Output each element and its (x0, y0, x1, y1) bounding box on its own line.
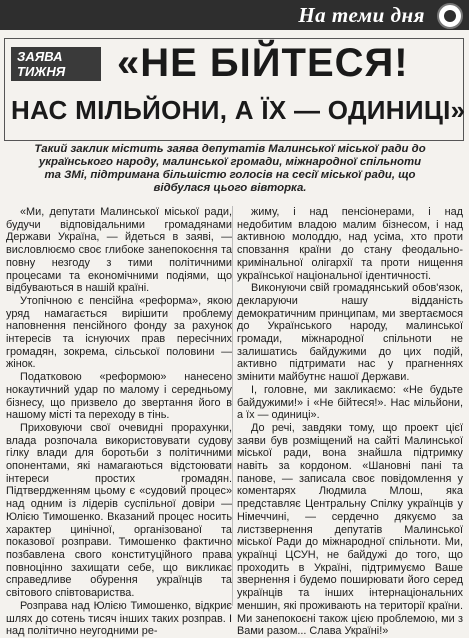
headline-box (4, 38, 464, 141)
paragraph: Приховуючи свої очевидні прорахунки, влада розпочала використовувати судову гілку влади для боротьби з політичними опонентами, які намагаються відстоювати інтереси простих громадян. Підтвердженням цьому є «судовий процес» над одним із лідерів суспільної довіри — Юлією Тимошенко. Вказаний процес носить характер цинічної, організованої та показової розправи. Тимошенко фактично позбавлена свого конституційного права повноцінно захищати себе, що викликає справедливе обурення українців та світового співтовариства. (6, 421, 232, 600)
article-column-left (6, 206, 232, 638)
column-divider (232, 206, 233, 606)
headline-line-1: «НЕ БІЙТЕСЯ! (117, 41, 409, 85)
article-lead: Такий заклик містить заява депутатів Малинської міської ради до українського народу, малинської громади, міжнародної спільноти та ЗМі, підтримана більшістю голосів на сесії міської ради, що відбулася цього вівторка. (34, 143, 426, 194)
article-column-right (237, 206, 463, 638)
paragraph: Утопічною є пенсійна «реформа», якою уряд намагається вирішити проблему наповнення пенсійного фонду за рахунок інтересів та існуючих прав пересічних громадян, зокрема, сільської половини — жінок. (6, 294, 232, 371)
paragraph: Виконуючи свій громадянський обов'язок, декларуючи нашу відданість демократичним принципам, ми звертаємося до Українського народу, малинської громади, міжнародної спільноти не залишатись байдужими до цих подій, активно підтримати нас у прагненнях змінити майбутнє нашої Держави. (237, 282, 463, 384)
paragraph: жиму, і над пенсіонерами, і над недобитим владою малим бізнесом, і над активною молоддю, над усіма, хто прoти сповзання країни до стану феодально-кримінальної олігархії та проти нищення української національної ідентичності. (237, 206, 463, 282)
paragraph: Податковою «реформою» нанесено нокаутичний удар по малому і середньому бізнесу, що призвело до звертання його в нашому місті та переходу в тінь. (6, 371, 232, 422)
newspaper-logo-icon (437, 3, 463, 29)
paragraph: «Ми, депутати Малинської міської ради, будучи відповідальними громадянами Держави Україна, — йдеться в заяві, — висловлюємо своє глибоке занепокоєння та повну незгоду з тими політичними процесами та економічними подіями, що відбуваються в нашій країні. (6, 206, 232, 295)
paragraph: Розправа над Юлією Тимошенко, відкриє шлях до сотень тисяч інших таких розправ. І над політично неугодними ре- (6, 599, 232, 638)
section-header (0, 0, 469, 30)
paragraph: І, головне, ми закликаємо: «Не будьте байдужими!» і «Не бійтеся!». Нас мільйони, а їх — одиниці». (237, 383, 463, 422)
headline-line-2: НАС МІЛЬЙОНИ, А ЇХ — ОДИНИЦІ» (11, 95, 466, 125)
paragraph: До речі, завдяки тому, що проект цієї заяви був розміщений на сайті Малинської міської ради, вона знайшла підтримку навіть за кордоном. «Шановні пані та панове, — записала своє повідомлення у коментарях Людмила Млош, яка представляє Центральну Спілку українців у Німеччині, — сердечно дякуємо за листзвернення депутатів Малинської міської Ради до міжнародної спільноти. Ми, українці ЦСУН, не байдужі до того, що проходить в Україні, підтримуємо Ваше звернення і будемо поширювати його серед українців та інших інтернаціональних меншин, які проживають на території країни. Ми занепокоєні також цією проблемою, ми з Вами разом... Слава Україні!» (237, 421, 463, 638)
statement-tag: ЗАЯВА ТИЖНЯ (11, 47, 101, 81)
section-rubric: На теми дня (298, 3, 425, 27)
